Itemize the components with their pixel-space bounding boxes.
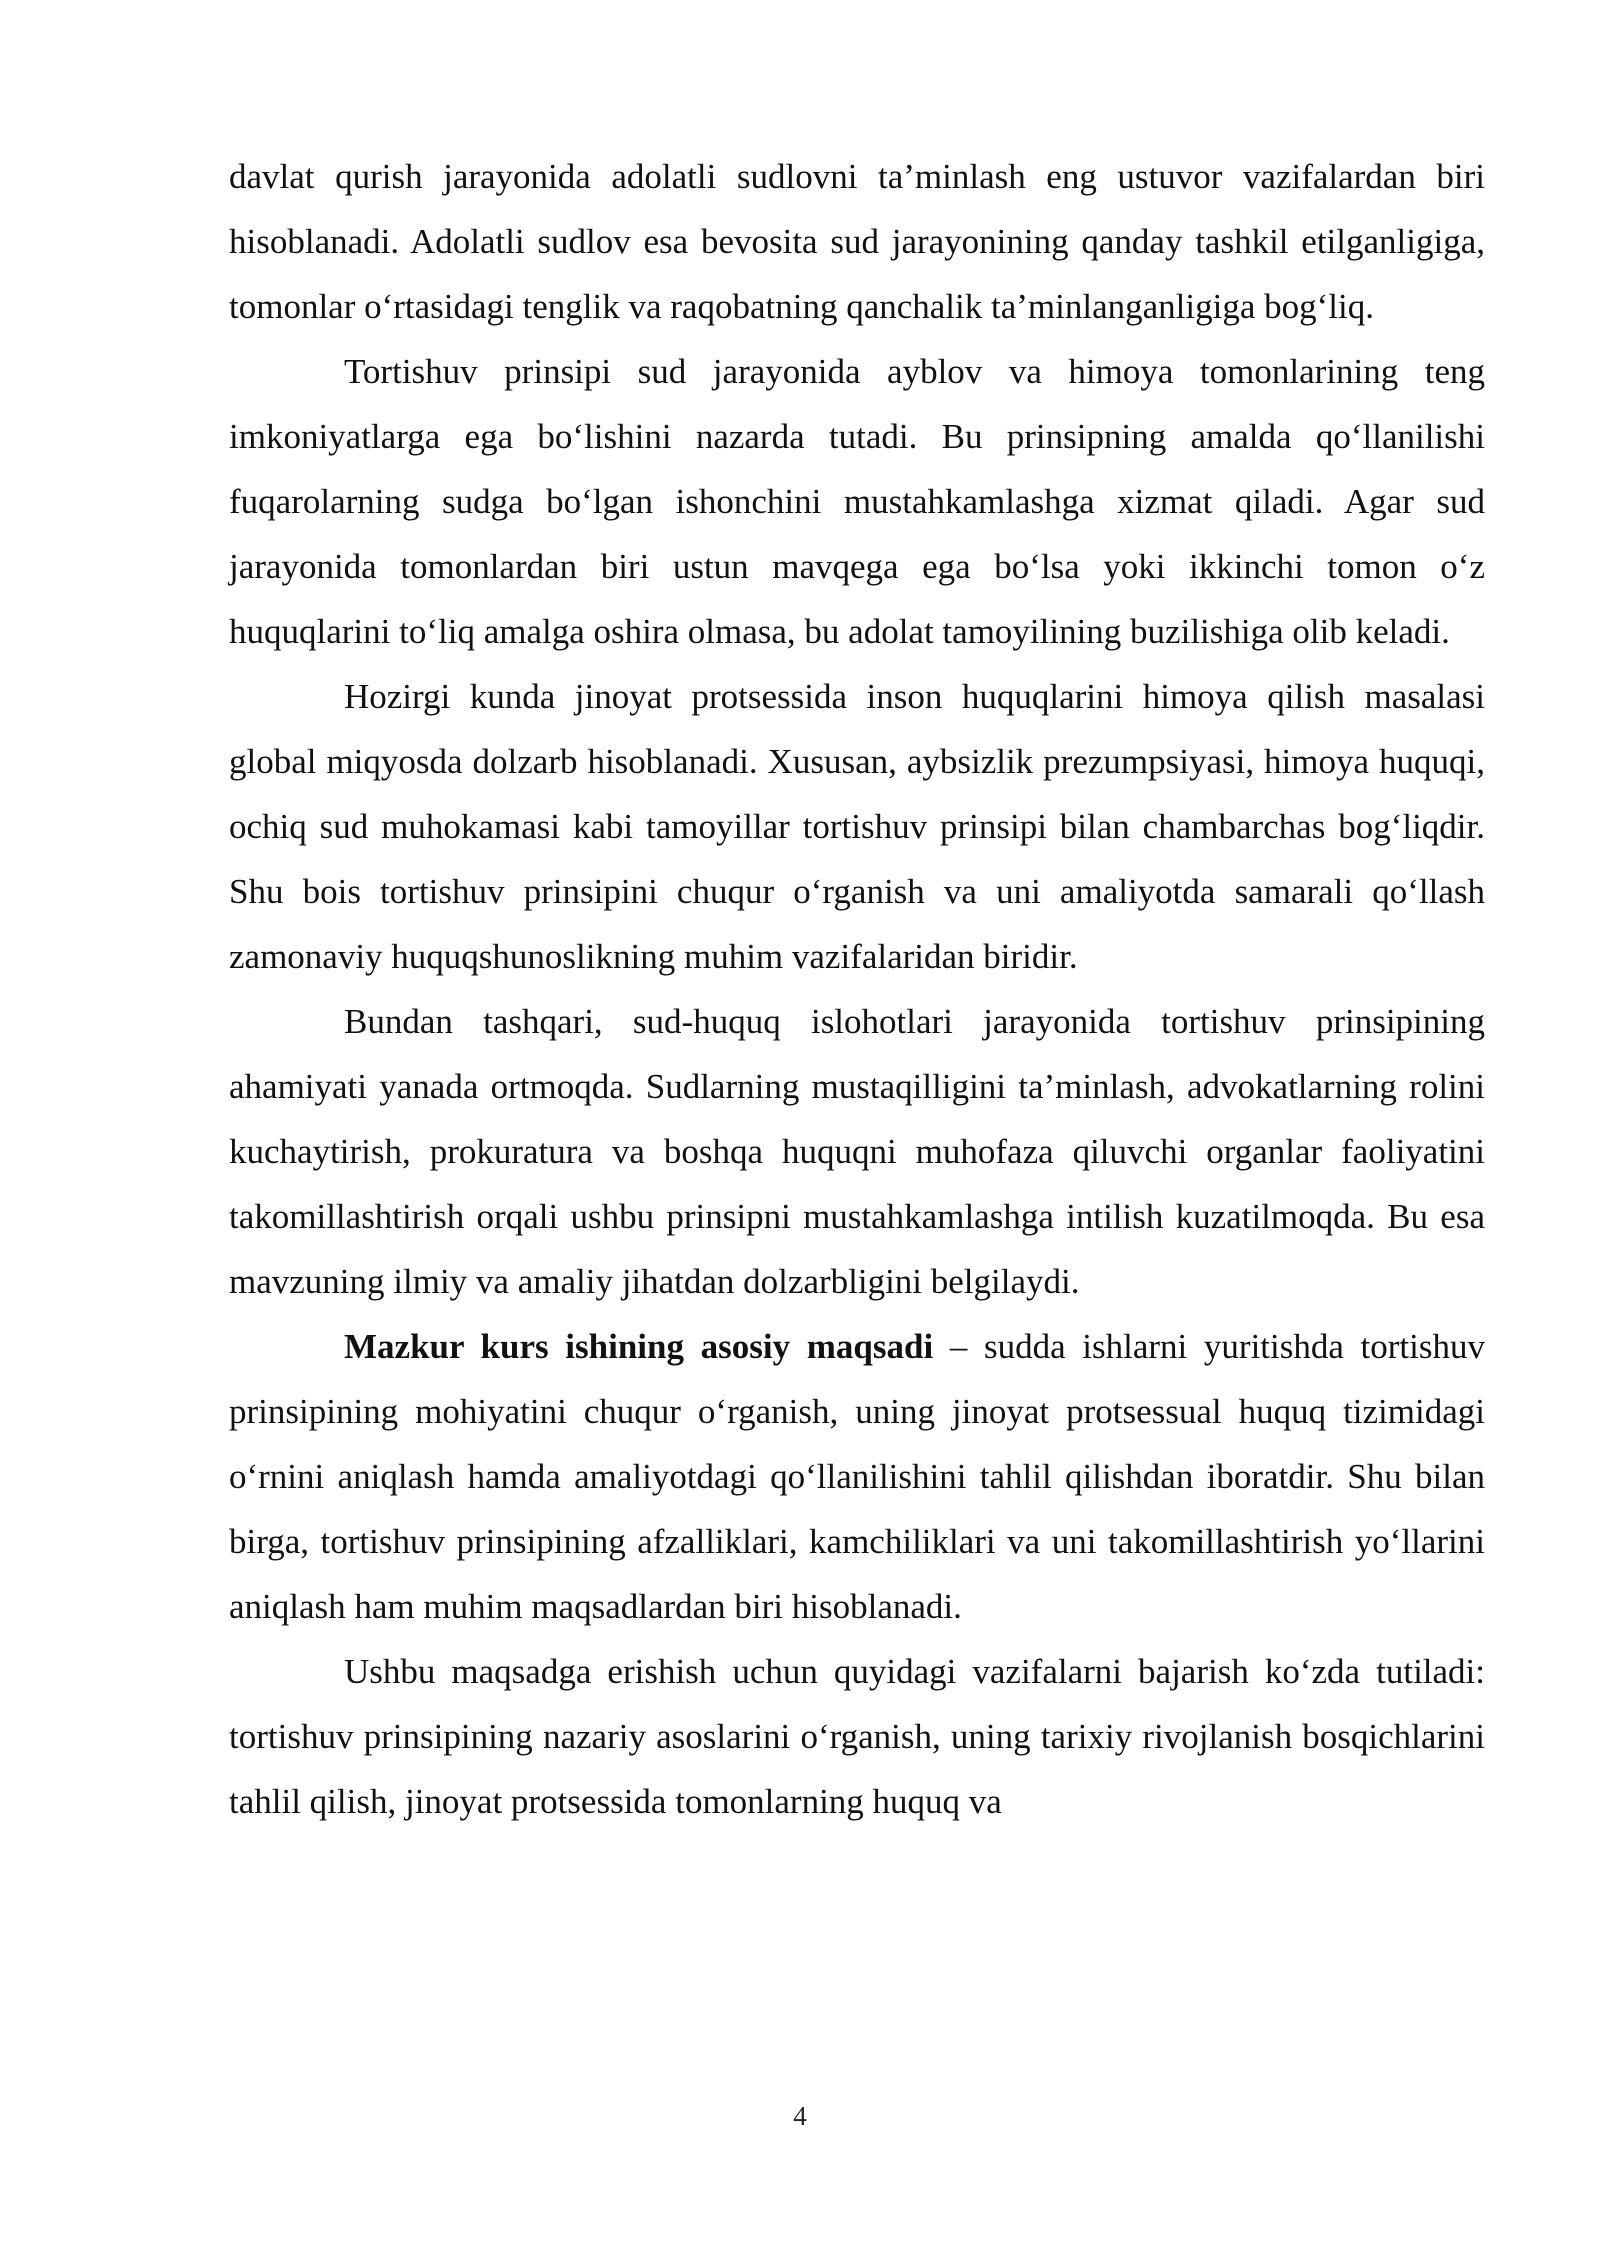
- maqsad-bold-lead: Mazkur kurs ishining asosiy maqsadi: [344, 1327, 934, 1366]
- maqsad-text: – sudda ishlarni yuritishda tortishuv prinsipining mohiyatini chuqur o‘rganish, uning jinoyat protsessual huquq tizimidagi o‘rnini aniqlash hamda amaliyotdagi qo‘llanilishini tahlil qilishdan iboratdir. Shu bilan birga, tortishuv prinsipining afzalliklari, kamchiliklari va uni takomillashtirish yo‘llarini aniqlash ham muhim maqsadlardan biri hisoblanadi.: [229, 1327, 1485, 1626]
- paragraph-sud-huquq-islohotlari: Bundan tashqari, sud-huquq islohotlari jarayonida tortishuv prinsipining ahamiyati yanada ortmoqda. Sudlarning mustaqilligini ta’minlash, advokatlarning rolini kuchaytirish, prokuratura va boshqa huquqni muhofaza qiluvchi organlar faoliyatini takomillashtirish orqali ushbu prinsipni mustahkamlashga intilish kuzatilmoqda. Bu esa mavzuning ilmiy va amaliy jihatdan dolzarbligini belgilaydi.: [229, 1002, 1485, 1301]
- paragraph-inson-huquqlari: Hozirgi kunda jinoyat protsessida inson huquqlarini himoya qilish masalasi global miqyosda dolzarb hisoblanadi. Xususan, aybsizlik prezumpsiyasi, himoya huquqi, ochiq sud muhokamasi kabi tamoyillar tortishuv prinsipi bilan chambarchas bog‘liqdir. Shu bois tortishuv prinsipini chuqur o‘rganish va uni amaliyotda samarali qo‘llash zamonaviy huquqshunoslikning muhim vazifalaridan biridir.: [229, 677, 1485, 976]
- page-number: 4: [793, 2101, 807, 2131]
- paragraph-kurs-maqsadi: [229, 1314, 1485, 1639]
- paragraph-continuation: davlat qurish jarayonida adolatli sudlovni ta’minlash eng ustuvor vazifalardan biri hisoblanadi. Adolatli sudlov esa bevosita sud jarayonining qanday tashkil etilganligiga, tomonlar o‘rtasidagi tenglik va raqobatning qanchalik ta’minlanganligiga bog‘liq.: [229, 157, 1485, 326]
- paragraph-tortishuv-prinsipi: Tortishuv prinsipi sud jarayonida ayblov va himoya tomonlarining teng imkoniyatlarga ega bo‘lishini nazarda tutadi. Bu prinsipning amalda qo‘llanilishi fuqarolarning sudga bo‘lgan ishonchini mustahkamlashga xizmat qiladi. Agar sud jarayonida tomonlardan biri ustun mavqega ega bo‘lsa yoki ikkinchi tomon o‘z huquqlarini to‘liq amalga oshira olmasa, bu adolat tamoyilining buzilishiga olib keladi.: [229, 352, 1485, 651]
- body-text: [229, 144, 1485, 1834]
- paragraph-vazifalar: Ushbu maqsadga erishish uchun quyidagi vazifalarni bajarish ko‘zda tutiladi: tortishuv prinsipining nazariy asoslarini o‘rganish, uning tarixiy rivojlanish bosqichlarini tahlil qilish, jinoyat protsessida tomonlarning huquq va: [229, 1652, 1485, 1821]
